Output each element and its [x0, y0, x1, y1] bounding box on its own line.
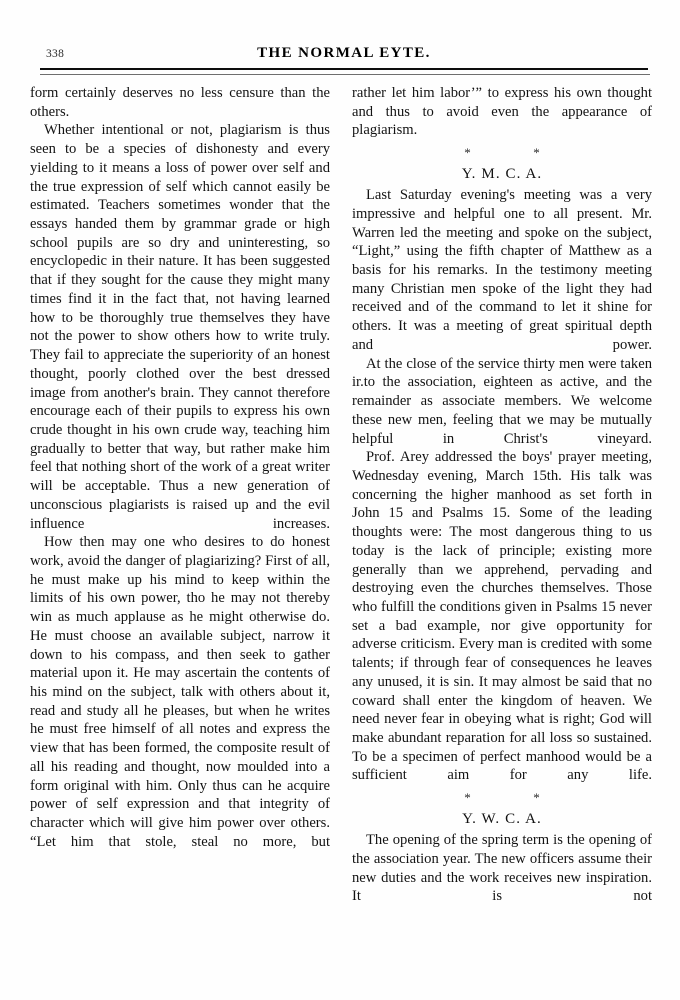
paragraph-rather-let-him-labor: rather let him labor’” to express his own thought and thus to avoid even the appearance of plagiarism.: [352, 85, 652, 139]
paragraph-last-saturday-evening: Last Saturday evening's meeting was a very impressive and helpful one to all present. Mr. Warren led the meeting and spoke on the subject, “Light,” using the fifth chapter of Matthew as a basis for his remarks. In the testimony meeting many Christian men spoke of the light they had received and of the command to let it shine for others. It was a meeting of great spiritual depth and power.: [352, 187, 652, 353]
paragraph-at-the-close-of-the-service: At the close of the service thirty men were taken ir.to the association, eighteen as active, and the remainder as associate members. We welcome these new men, feeling that we may be mutually helpful in Christ's vineyard.: [352, 355, 652, 447]
paragraph-prof-arey-addressed: Prof. Arey addressed the boys' prayer meeting, Wednesday evening, March 15th. His talk was concerning the higher manhood as set forth in John 15 and Psalms 15. Some of the leading thoughts were: The most dangerous thing to us today is the lack of principle; existing more generally than we apprehend, pervading and destroying even the churches themselves. Those who fulfill the conditions given in Psalms 15 never set a bad example, nor give opportunity for adverse criticism. Every man is credited with some talents; if through fear of consequences he leaves any unused, it is sin. It may almost be said that no coward shall enter the kingdom of heaven. We need never fear in obeying what is right; God will make abundant reparation for all loss so sustained. To be a specimen of perfect manhood would be a sufficient aim for any life.: [352, 449, 652, 784]
left-column: [30, 84, 330, 906]
section-heading-ymca: Y. M. C. A.: [461, 166, 543, 183]
paragraph-the-opening-of-the-spring-term: The opening of the spring term is the opening of the association year. The new officers assume their new duties and the work receives new inspiration. It is not: [352, 832, 652, 905]
running-title: THE NORMAL EYTE.: [257, 45, 431, 61]
body-columns: [30, 84, 652, 906]
header-rule-thick: [40, 68, 648, 70]
right-column: [352, 84, 652, 906]
paragraph-how-then-may-one: How then may one who desires to do honest work, avoid the danger of plagiarizing? First of all, he must make up his mind to keep within the limits of his own power, tho he may not thereby win as much applause as he might otherwise do. He must choose an available subject, narrow it down to his compass, and then seek to gather material upon it. He may ascertain the contents of his mind on the subject, talk with others about it, read and study all he pleases, but when he writes he must free himself of all notes and express the view that has been formed, the composite result of all his reading and thought, now moulded into a form original with him. Only thus can he acquire power of self expression and that integrity of character which will give him power over others. “Let him that stole, steal no more, but: [30, 534, 330, 850]
paragraph-whether-intentional: Whether intentional or not, plagiarism is thus seen to be a species of dishonesty and every yielding to it means a loss of power over self and the true expression of self which cannot easily be estimated. Teachers sometimes wonder that the essays handed them by grammar grade or high school pupils are so dry and uninteresting, so encyclopedic in their nature. It has been suggested that if they sought for the cause they might many times find it in the fact that, not having learned how to be thoroughly true themselves they have not the power to show others how to write truly. They fail to appreciate the superiority of an honest thought, poorly clothed over the best dressed image from another's brain. They cannot therefore encourage each of their pupils to express his own crude thought in his own crude way, teaching him gradually to better that way, but rather make him feel that nothing short of the work of a great writer will be acceptable. Thus a new generation of unconscious plagiarists is raised up and the evil influence increases.: [30, 122, 330, 532]
page-number: 338: [46, 48, 65, 60]
header-rule-thin: [40, 74, 650, 75]
section-separator-ymca: * *: [464, 145, 570, 161]
section-heading-ywca: Y. W. C. A.: [462, 811, 542, 828]
page-header: [40, 45, 648, 69]
paragraph-form-certainly: form certainly deserves no less censure than the others.: [30, 85, 330, 120]
section-separator-ywca: * *: [464, 790, 570, 806]
